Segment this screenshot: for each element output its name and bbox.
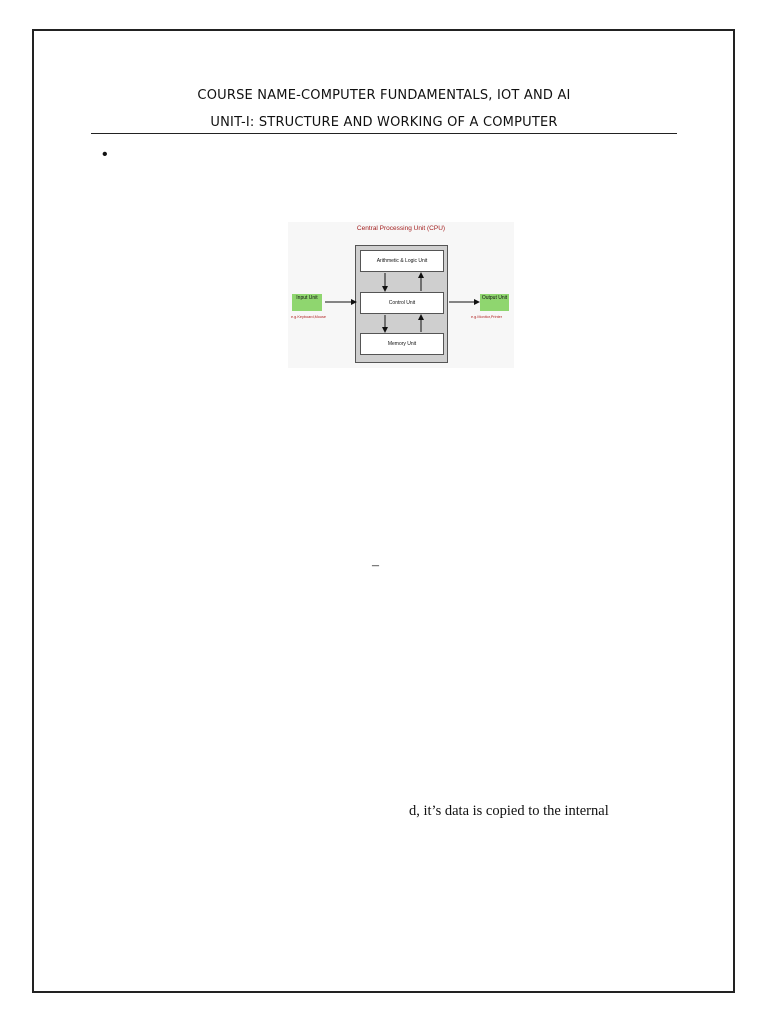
diagram-title: Central Processing Unit (CPU) <box>356 225 446 232</box>
cpu-diagram <box>288 222 514 368</box>
diagram-arrows <box>288 222 514 368</box>
input-examples: e.g.Keyboard,Mouse <box>291 315 327 319</box>
header-rule <box>91 133 677 134</box>
alu-box: Arithmetic & Logic Unit <box>360 250 444 272</box>
course-title: COURSE NAME-COMPUTER FUNDAMENTALS, IOT AND AI <box>197 88 571 103</box>
bullet-point: • <box>102 146 108 163</box>
memory-unit-box: Memory Unit <box>360 333 444 355</box>
control-unit-box: Control Unit <box>360 292 444 314</box>
dash-mark: – <box>372 558 379 573</box>
page-border <box>32 29 735 993</box>
output-unit-box: Output Unit <box>480 294 509 311</box>
unit-title: UNIT-I: STRUCTURE AND WORKING OF A COMPUTER <box>210 115 558 130</box>
output-examples: e.g.Monitor,Printer <box>471 315 503 319</box>
input-unit-box: Input Unit <box>292 294 322 311</box>
body-text-fragment: d, it’s data is copied to the internal <box>409 803 609 819</box>
